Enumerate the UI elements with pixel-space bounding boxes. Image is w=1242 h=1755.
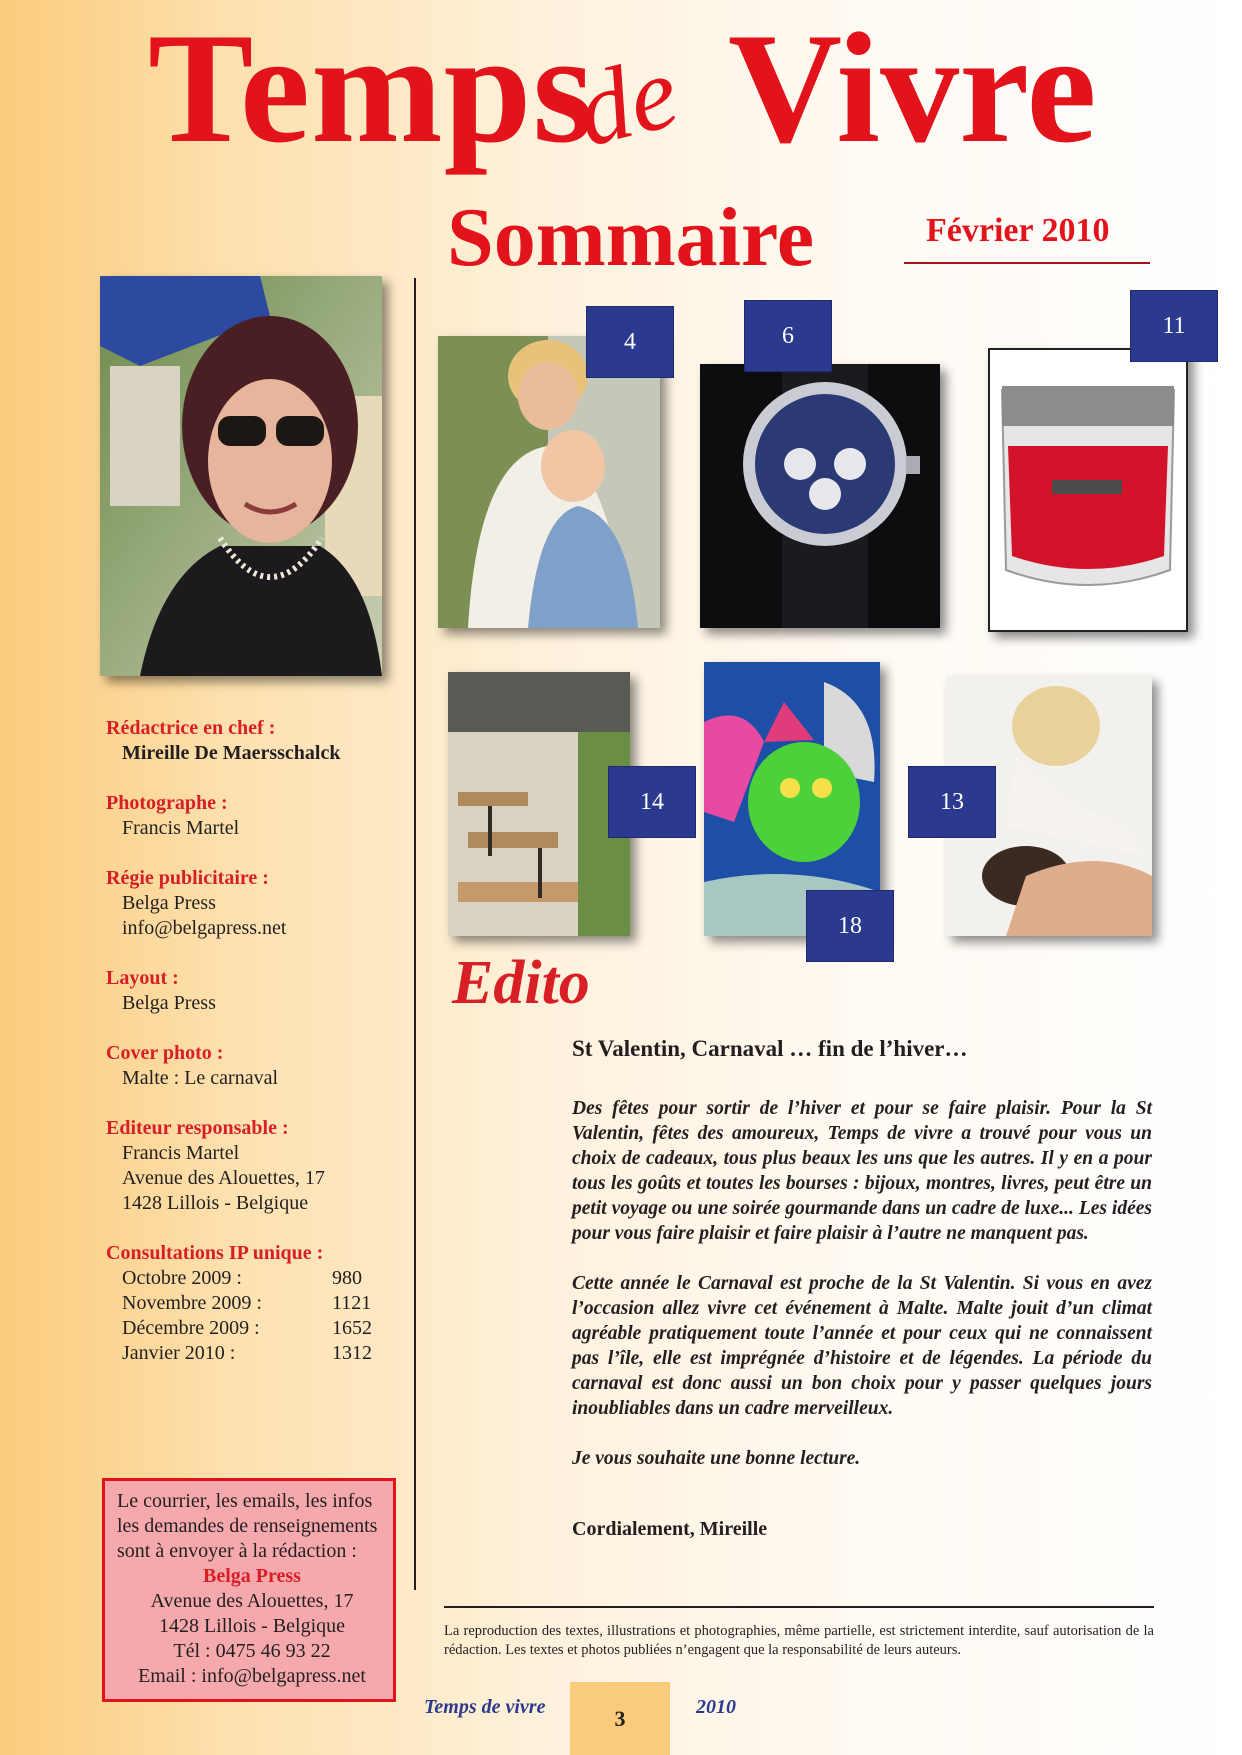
contact-box (102, 1478, 396, 1702)
credit-city: 1428 Lillois - Belgique (122, 1192, 309, 1214)
credit-value: Mireille De Maersschalck (122, 742, 341, 764)
stat-value: 980 (332, 1267, 362, 1289)
contact-line: les demandes de renseignements (117, 1515, 378, 1537)
stat-value: 1121 (332, 1292, 372, 1314)
mother-and-child-photo (438, 336, 660, 628)
edito-body (572, 1096, 1152, 1496)
red-candle-photo (988, 348, 1188, 632)
luxury-watch-photo (700, 364, 940, 628)
footer-year: 2010 (696, 1696, 736, 1718)
masthead-title-temps: Temps (148, 1, 595, 176)
page-badge-13[interactable]: 13 (908, 766, 996, 838)
stat-row (106, 1341, 396, 1366)
stat-row (106, 1316, 396, 1341)
credit-cover (106, 1041, 396, 1091)
page-badge-4[interactable]: 4 (586, 306, 674, 378)
credit-regie (106, 866, 396, 941)
credit-label: Rédactrice en chef : (106, 717, 276, 739)
restaurant-terrace-photo (448, 672, 630, 936)
footer-magazine-name: Temps de vivre (424, 1696, 546, 1718)
issue-date: Février 2010 (926, 212, 1110, 249)
credit-label: Régie publicitaire : (106, 867, 269, 889)
stat-row (106, 1266, 396, 1291)
column-divider (414, 278, 416, 1590)
page-badge-11[interactable]: 11 (1130, 290, 1218, 362)
stat-month: Octobre 2009 : (122, 1267, 242, 1289)
section-title: Sommaire (447, 191, 815, 284)
edito-paragraph: Je vous souhaite une bonne lecture. (572, 1448, 861, 1469)
masthead-title-de: de (565, 33, 689, 169)
contact-email-link[interactable]: Email : info@belgapress.net (138, 1665, 366, 1687)
edito-subtitle: St Valentin, Carnaval … fin de l’hiver… (572, 1036, 968, 1061)
credits-column (106, 716, 396, 1391)
credit-label: Consultations IP unique : (106, 1242, 324, 1264)
contact-city: 1428 Lillois - Belgique (158, 1615, 346, 1637)
credit-value: Belga Press (122, 892, 216, 914)
credit-photographe (106, 791, 396, 841)
edito-signature: Cordialement, Mireille (572, 1518, 768, 1540)
contact-line: sont à envoyer à la rédaction : (117, 1540, 357, 1562)
credit-value: Francis Martel (122, 1142, 240, 1164)
credit-label: Layout : (106, 967, 179, 989)
contact-address: Avenue des Alouettes, 17 (150, 1590, 354, 1612)
stat-row (106, 1291, 396, 1316)
stat-value: 1312 (332, 1342, 372, 1364)
page-badge-6[interactable]: 6 (744, 300, 832, 372)
footer-rule (444, 1606, 1154, 1608)
credit-value: Malte : Le carnaval (122, 1067, 279, 1089)
copyright-disclaimer: La reproduction des textes, illustrations et photographies, même partielle, est strictement interdite, sauf autorisation de la rédaction. Les textes et photos publiées n’engagent que la responsabilité de leurs auteurs. (444, 1623, 1154, 1658)
credit-consultations (106, 1241, 396, 1366)
credit-redactrice (106, 716, 396, 766)
edito-paragraph: Cette année le Carnaval est proche de la St Valentin. Si vous en avez l’occasion allez vivre cet événement à Malte. Malte jouit d’un climat agréable pratiquement toute l’année et pour ceux qui ne connaissent pas l’île, elle est imprégnée d’histoire et de légendes. La période du carnaval est donc aussi un bon choix pour y passer quelques jours inoubliables dans un cadre merveilleux. (572, 1273, 1152, 1419)
edito-paragraph: Des fêtes pour sortir de l’hiver et pour se faire plaisir. Pour la St Valentin, fêtes des amoureux, Temps de vivre a trouvé pour vous un choix de cadeaux, tous plus beaux les uns que les autres. Il y en a pour tous les goûts et toutes les bourses : bijoux, montres, livres, peut être un petit voyage ou une soirée gourmande dans un cadre de luxe... Les idées pour vous faire plaisir et faire plaisir à l’autre ne manquent pas. (572, 1098, 1152, 1244)
credit-label: Cover photo : (106, 1042, 224, 1064)
issue-underline (904, 262, 1150, 264)
stat-month: Janvier 2010 : (122, 1342, 236, 1364)
credit-email-link[interactable]: info@belgapress.net (122, 917, 287, 939)
contact-phone[interactable]: Tél : 0475 46 93 22 (173, 1640, 331, 1662)
stat-value: 1652 (332, 1317, 372, 1339)
credit-layout (106, 966, 396, 1016)
credit-editeur (106, 1116, 396, 1216)
page-badge-18[interactable]: 18 (806, 890, 894, 962)
stat-month: Novembre 2009 : (122, 1292, 262, 1314)
credit-value: Francis Martel (122, 817, 240, 839)
stat-month: Décembre 2009 : (122, 1317, 260, 1339)
credit-value: Belga Press (122, 992, 216, 1014)
page-badge-14[interactable]: 14 (608, 766, 696, 838)
credit-address: Avenue des Alouettes, 17 (122, 1167, 325, 1189)
contact-company: Belga Press (203, 1565, 301, 1587)
page-number: 3 (570, 1682, 670, 1755)
credit-label: Editeur responsable : (106, 1117, 289, 1139)
credit-label: Photographe : (106, 792, 228, 814)
edito-title: Edito (452, 949, 590, 1017)
masthead-title-vivre: Vivre (728, 1, 1097, 176)
editor-portrait-photo (100, 276, 382, 676)
contact-line: Le courrier, les emails, les infos (117, 1490, 373, 1512)
